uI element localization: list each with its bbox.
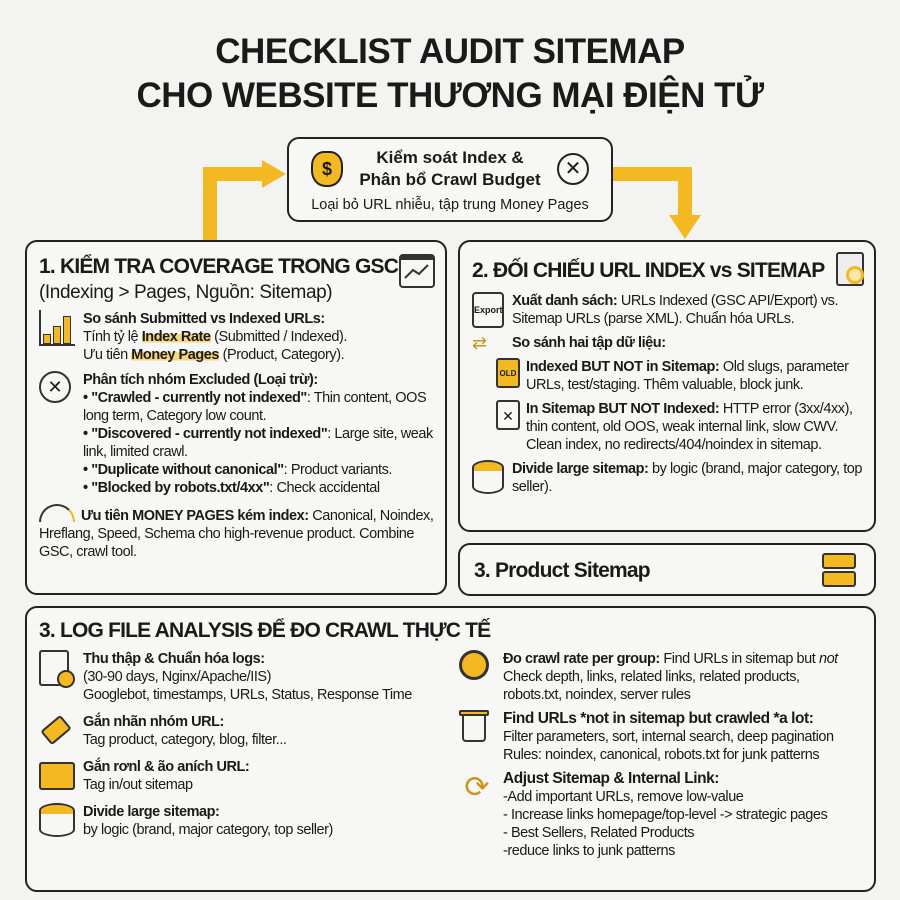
- magnifier-chart-icon: [459, 650, 495, 704]
- server-icon: [822, 553, 856, 587]
- close-circle-icon: ✕: [39, 371, 71, 403]
- index-rate-highlight: Index Rate: [141, 329, 211, 345]
- indexed-not-text: Old slugs, parameter URLs, test/staging. Thêm valuable, block junk.: [526, 359, 849, 393]
- log-item-line: Tag in/out sitemap: [83, 777, 193, 793]
- export-text: URLs Indexed (GSC API/Export) vs. Sitemap URLs (parse XML). Chuẩn hóa URLs.: [512, 293, 839, 327]
- compare-text: Tính tỷ lệ: [83, 329, 142, 345]
- log-item-line: robots.txt, noindex, server rules: [503, 687, 691, 703]
- old-file-icon: OLD: [496, 358, 520, 388]
- bullet-key: • "Blocked by robots.txt/4xx": [83, 480, 270, 496]
- section-2-title: 2. ĐỐI CHIẾU URL INDEX vs SITEMAP: [472, 259, 825, 282]
- excluded-analysis: [39, 371, 441, 497]
- document-search-icon: [836, 252, 864, 286]
- sitemap-not-indexed: [472, 400, 870, 454]
- bullet-value: : Check accidental: [269, 480, 380, 496]
- log-item-line: -reduce links to junk patterns: [503, 843, 675, 859]
- top-box-subtitle: Loại bỏ URL nhiễu, tập trung Money Pages: [311, 197, 589, 213]
- log-item-heading: Find URLs *not in sitemap but crawled *a lot:: [503, 710, 814, 727]
- log-item-line: Filter parameters, sort, internal search, deep pagination: [503, 729, 834, 745]
- log-item-divide: [39, 803, 449, 839]
- log-item-heading: Thu thập & Chuẩn hóa logs:: [83, 651, 265, 667]
- compare-datasets: [472, 334, 870, 352]
- money-text: Canonical, Noindex, Hreflang, Speed, Schema cho high-revenue product. Combine GSC, crawl tool.: [39, 508, 434, 560]
- log-item-heading: Đo crawl rate per group:: [503, 651, 660, 667]
- trash-icon: [459, 710, 495, 764]
- indexed-not-heading: Indexed BUT NOT in Sitemap:: [526, 359, 720, 375]
- sitemap-not-heading: In Sitemap BUT NOT Indexed:: [526, 401, 720, 417]
- file-error-icon: ✕: [496, 400, 520, 430]
- bullet-value: : Large site, weak link, limited crawl.: [83, 426, 433, 460]
- log-item-heading: Divide large sitemap:: [83, 804, 220, 820]
- section-2-url-vs-sitemap: [458, 240, 876, 532]
- divide-text: by logic (brand, major category, top seller).: [512, 461, 863, 495]
- bullet-key: • "Duplicate without canonical": [83, 462, 284, 478]
- excluded-bullet: [83, 479, 441, 497]
- log-item-italic: not: [818, 651, 838, 667]
- excluded-heading: Phân tích nhóm Excluded (Loại trừ):: [83, 372, 318, 388]
- divide-sitemap: [472, 460, 870, 496]
- log-item-line: - Increase links homepage/top-level -> strategic pages: [503, 807, 828, 823]
- analytics-window-icon: [399, 254, 435, 288]
- money-heading: Ưu tiên MONEY PAGES kém index:: [81, 508, 309, 524]
- compare-heading: So sánh Submitted vs Indexed URLs:: [83, 311, 325, 327]
- title-line-1: CHECKLIST AUDIT SITEMAP: [215, 32, 685, 71]
- log-item-line: Googlebot, timestamps, URLs, Status, Response Time: [83, 687, 412, 703]
- section-1-title: 1. KIỂM TRA COVERAGE TRONG GSC: [39, 255, 399, 278]
- folder-tag-icon: [39, 762, 75, 790]
- top-box-title-1: Kiểm soát Index &: [376, 148, 524, 167]
- section-1-subtitle: (Indexing > Pages, Nguồn: Sitemap): [39, 282, 333, 303]
- money-pages-highlight: Money Pages: [131, 347, 220, 363]
- bar-chart-icon: [39, 310, 75, 346]
- close-circle-icon: ✕: [557, 153, 589, 185]
- indexed-not-in-sitemap: [472, 358, 870, 394]
- title-line-2: CHO WEBSITE THƯƠNG MẠI ĐIỆN TỬ: [136, 76, 764, 115]
- excluded-bullet: [83, 425, 441, 461]
- speedometer-icon: [39, 504, 75, 522]
- export-file-icon: Export: [472, 292, 504, 328]
- compare-submitted-indexed: [39, 310, 441, 364]
- refresh-arrows-icon: ⟳: [464, 771, 490, 804]
- connector-right-vertical: [678, 167, 692, 217]
- product-sitemap-title: 3. Product Sitemap: [474, 559, 650, 582]
- top-box-crawl-budget: [287, 137, 613, 222]
- log-item-adjust: [459, 770, 871, 860]
- log-item-tag-sitemap: [39, 758, 449, 794]
- compare-text: (Submitted / Indexed).: [210, 329, 347, 345]
- section-1-coverage-gsc: [25, 240, 447, 595]
- excluded-bullet: [83, 389, 441, 425]
- bullet-key: • "Crawled - currently not indexed": [83, 390, 307, 406]
- log-item-label: [39, 713, 449, 749]
- tag-icon: [39, 713, 75, 749]
- log-item-heading: Gắn nhãn nhóm URL:: [83, 714, 224, 730]
- money-bag-icon: $: [311, 151, 343, 187]
- section-3-product-sitemap: [458, 543, 876, 596]
- divide-heading: Divide large sitemap:: [512, 461, 649, 477]
- log-item-line: - Best Sellers, Related Products: [503, 825, 695, 841]
- database-chart-icon: [39, 803, 75, 837]
- page-title: [0, 30, 900, 118]
- log-item-collect: [39, 650, 449, 704]
- compare-datasets-heading: So sánh hai tập dữ liệu:: [512, 335, 666, 351]
- log-analysis-title: 3. LOG FILE ANALYSIS ĐỂ ĐO CRAWL THỰC TẾ: [39, 619, 491, 642]
- log-item-line: (30-90 days, Nginx/Apache/IIS): [83, 669, 271, 685]
- log-item-heading: Adjust Sitemap & Internal Link:: [503, 770, 719, 787]
- database-chart-icon: [472, 460, 504, 494]
- log-item-line: by logic (brand, major category, top seller): [83, 822, 333, 838]
- log-item-line: Check depth, links, related links, related products,: [503, 669, 800, 685]
- export-heading: Xuất danh sách:: [512, 293, 618, 309]
- log-item-line: Find URLs in sitemap but: [659, 651, 819, 667]
- arrow-down-icon: [669, 215, 701, 239]
- money-pages-priority: [39, 504, 441, 561]
- log-item-line: -Add important URLs, remove low-value: [503, 789, 744, 805]
- swap-arrows-icon: ⇄: [472, 333, 488, 353]
- log-item-junk-urls: [459, 710, 871, 764]
- sitemap-not-text: HTTP error (3xx/4xx), thin content, old OOS, weak internal link, slow CWV. Clean index, no redirects/404/noindex in sitemap.: [526, 401, 853, 453]
- top-box-title-2: Phân bổ Crawl Budget: [359, 170, 541, 189]
- log-item-line: Tag product, category, blog, filter...: [83, 732, 287, 748]
- compare-text: (Product, Category).: [219, 347, 345, 363]
- section-3-log-file-analysis: [25, 606, 876, 892]
- bullet-key: • "Discovered - currently not indexed": [83, 426, 328, 442]
- arrow-right-icon: [262, 160, 286, 188]
- log-item-crawl-rate: [459, 650, 871, 704]
- compare-text: Ưu tiên: [83, 347, 132, 363]
- connector-left-horizontal: [203, 167, 263, 181]
- export-list: [472, 292, 870, 328]
- bullet-value: : Thin content, OOS long term, Category low count.: [83, 390, 427, 424]
- document-clock-icon: [39, 650, 69, 686]
- bullet-value: : Product variants.: [283, 462, 392, 478]
- excluded-bullet: [83, 461, 441, 479]
- log-item-line: Rules: noindex, canonical, robots.txt for junk patterns: [503, 747, 820, 763]
- log-item-heading: Gắn rơnl & ão aních URL:: [83, 759, 250, 775]
